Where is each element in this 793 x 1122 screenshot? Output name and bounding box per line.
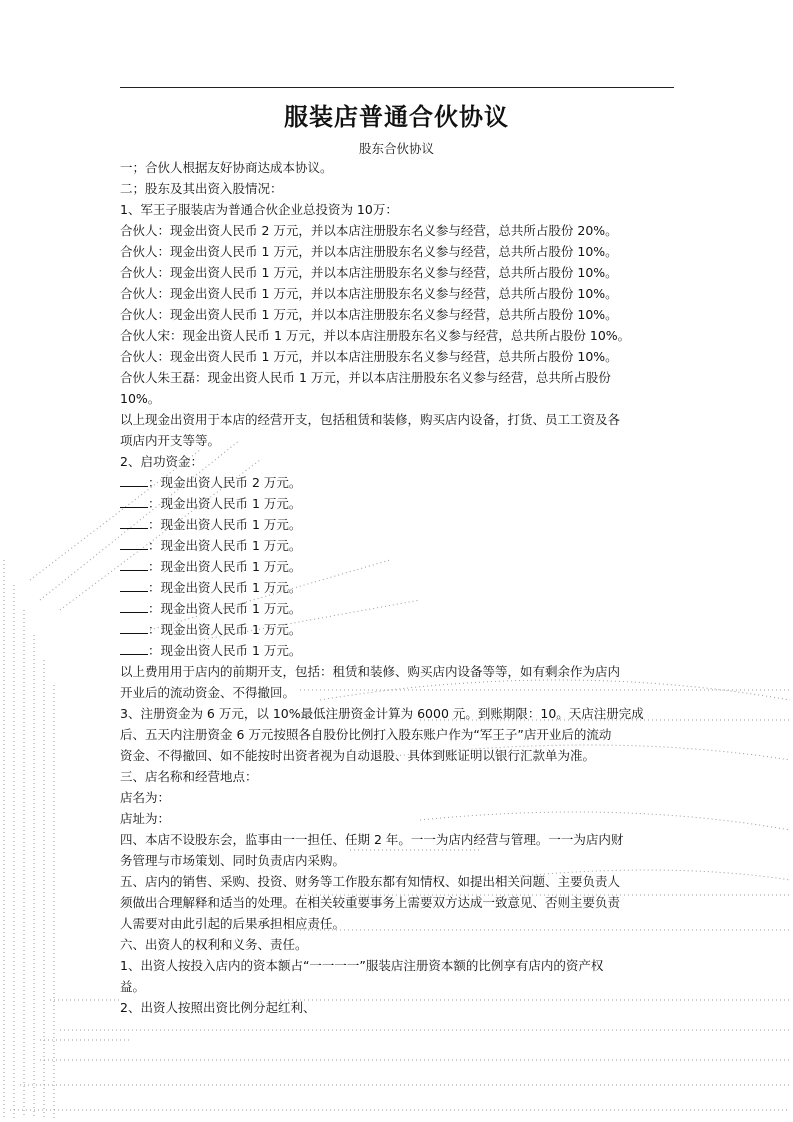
blank-underline xyxy=(120,620,148,634)
blank-entry-text: ：现金出资人民币 1 万元。 xyxy=(148,559,302,574)
blank-entry-text: ：现金出资人民币 1 万元。 xyxy=(148,496,302,511)
text-line: 以上现金出资用于本店的经营开支，包括租赁和装修，购买店内设备，打货、员工工资及各 xyxy=(120,412,621,427)
blank-entry-line xyxy=(120,598,680,619)
text-line: 五、店内的销售、采购、投资、财务等工作股东都有知情权、如提出相关问题、主要负责人 xyxy=(120,874,621,889)
blank-entry-text: ：现金出资人民币 1 万元。 xyxy=(148,622,302,637)
text-line: 1、出资人按投入店内的资本额占“一一一一”服装店注册资本额的比例享有店内的资产权 xyxy=(120,958,604,973)
blank-entry-text: ：现金出资人民币 1 万元。 xyxy=(148,601,302,616)
blank-underline xyxy=(120,578,148,592)
text-line: 以上费用用于店内的前期开支，包括：租赁和装修、购买店内设备等等，如有剩余作为店内 xyxy=(120,664,621,679)
blank-entry-text: ：现金出资人民币 1 万元。 xyxy=(148,643,302,658)
blank-underline xyxy=(120,473,148,487)
blank-entry-line xyxy=(120,535,680,556)
blank-entry-line xyxy=(120,577,680,598)
text-line: 一；合伙人根据友好协商达成本协议。 xyxy=(120,160,333,175)
blank-entry-line xyxy=(120,514,680,535)
text-line: 1、军王子服装店为普通合伙企业总投资为 10万： xyxy=(120,202,398,217)
blank-underline xyxy=(120,641,148,655)
text-line: 3、注册资金为 6 万元，以 10%最低注册资金计算为 6000 元。到账期限：10。天店注册完成 xyxy=(120,706,644,721)
text-line: 合伙人朱王磊：现金出资人民币 1 万元，并以本店注册股东名义参与经营，总共所占股份 xyxy=(120,370,611,385)
text-line: 店名为： xyxy=(120,790,171,805)
text-line: 合伙人：现金出资人民币 1 万元，并以本店注册股东名义参与经营，总共所占股份 10%。 xyxy=(120,349,618,364)
blank-underline xyxy=(120,599,148,613)
text-line: 人需要对由此引起的后果承担相应责任。 xyxy=(120,916,346,931)
header-rule xyxy=(120,87,674,88)
text-line: 四、本店不设股东会，监事由一一担任、任期 2 年。一一为店内经营与管理。一一为店内财 xyxy=(120,832,624,847)
text-line: 后、五天内注册资金 6 万元按照各自股份比例打入股东账户作为“军王子”店开业后的流动 xyxy=(120,727,612,742)
text-line: 开业后的流动资金、不得撤回。 xyxy=(120,685,296,700)
text-line: 2、启功资金： xyxy=(120,454,203,469)
text-line: 店址为： xyxy=(120,811,171,826)
blank-entry-text: ：现金出资人民币 1 万元。 xyxy=(148,517,302,532)
text-line: 10%。 xyxy=(120,391,161,406)
text-line: 项店内开支等等。 xyxy=(120,433,221,448)
text-line: 三、店名称和经营地点： xyxy=(120,769,258,784)
blank-entry-text: ：现金出资人民币 1 万元。 xyxy=(148,580,302,595)
document-subtitle: 股东合伙协议 xyxy=(358,141,434,156)
blank-underline xyxy=(120,494,148,508)
text-line: 六、出资人的权利和义务、责任。 xyxy=(120,937,308,952)
text-line: 须做出合理解释和适当的处理。在相关较重要事务上需要双方达成一致意见、否则主要负责 xyxy=(120,895,621,910)
text-line: 合伙人：现金出资人民币 1 万元，并以本店注册股东名义参与经营，总共所占股份 10%。 xyxy=(120,244,618,259)
blank-underline xyxy=(120,536,148,550)
text-line: 合伙人宋：现金出资人民币 1 万元，并以本店注册股东名义参与经营，总共所占股份 10%。 xyxy=(120,328,631,343)
blank-entry-line xyxy=(120,472,680,493)
document-title: 服装店普通合伙协议 xyxy=(284,102,509,131)
blank-underline xyxy=(120,515,148,529)
text-line: 合伙人：现金出资人民币 1 万元，并以本店注册股东名义参与经营，总共所占股份 10%。 xyxy=(120,307,618,322)
blank-entry-line xyxy=(120,493,680,514)
text-line: 益。 xyxy=(120,979,146,994)
text-line: 合伙人：现金出资人民币 1 万元，并以本店注册股东名义参与经营，总共所占股份 10%。 xyxy=(120,286,618,301)
text-line: 合伙人：现金出资人民币 1 万元，并以本店注册股东名义参与经营，总共所占股份 10%。 xyxy=(120,265,618,280)
text-line: 2、出资人按照出资比例分起红利、 xyxy=(120,1000,316,1015)
blank-entry-line xyxy=(120,619,680,640)
blank-underline xyxy=(120,557,148,571)
blank-entry-line xyxy=(120,556,680,577)
blank-entry-line xyxy=(120,640,680,661)
text-line: 务管理与市场策划、同时负责店内采购。 xyxy=(120,853,346,868)
text-line: 二；股东及其出资入股情况： xyxy=(120,181,283,196)
blank-entry-text: ：现金出资人民币 2 万元。 xyxy=(148,475,302,490)
blank-entry-text: ：现金出资人民币 1 万元。 xyxy=(148,538,302,553)
document-body xyxy=(120,157,680,1018)
text-line: 资金、不得撤回、如不能按时出资者视为自动退股、具体到账证明以银行汇款单为准。 xyxy=(120,748,596,763)
text-line: 合伙人：现金出资人民币 2 万元，并以本店注册股东名义参与经营，总共所占股份 20%。 xyxy=(120,223,618,238)
